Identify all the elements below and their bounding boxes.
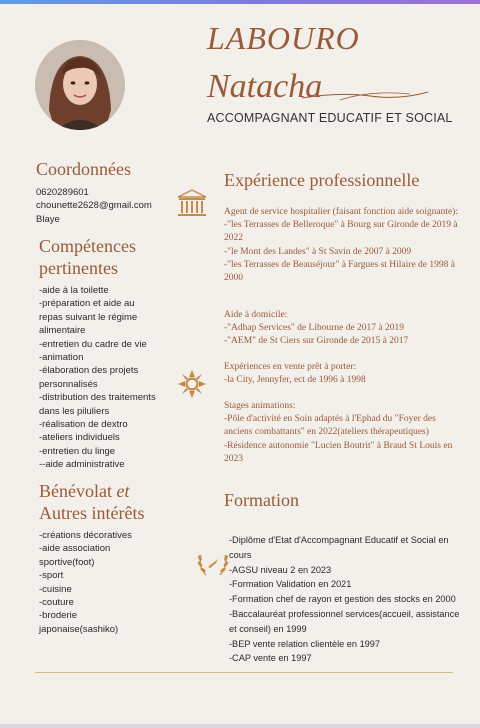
list-item: -Diplôme d'Etat d'Accompagnant Educatif et Social en cours: [229, 535, 449, 560]
experience-block-retail: Expériences en vente prêt à porter: -la City, Jennyfer, ect de 1996 à 1998: [224, 362, 366, 386]
experience-block-internships: Stages animations: -Pôle d'activité en Soin adaptés à l'Ephad du "Foyer des anciens combattants" en 2022(ateliers thérapeutiques) -Résidence autonomie "Lucien Boutrit" à Braud St Louis en 2023: [224, 401, 453, 464]
first-name: Natacha: [207, 68, 323, 105]
profile-photo: [35, 40, 125, 130]
list-item: -ateliers individuels: [39, 432, 120, 444]
formation-heading: Formation: [224, 490, 299, 510]
list-item: -sport: [39, 570, 64, 582]
bottom-bar: [0, 724, 480, 728]
list-item: -aide association sportive(foot): [39, 543, 111, 568]
list-item: -entretien du cadre de vie: [39, 338, 147, 350]
list-item: -Baccalauréat professionnel services(accueil, assistance et conseil) en 1999: [229, 608, 460, 634]
list-item: -CAP vente en 1997: [229, 653, 312, 664]
list-item: -entretien du linge: [39, 445, 116, 457]
contact-heading: Coordonnées: [36, 159, 131, 179]
volunteer-heading: Bénévolat et Autres intérêts: [39, 481, 145, 523]
list-item: -aide à la toilette: [39, 285, 109, 296]
laurel-wreath-icon: [196, 547, 230, 579]
list-item: -préparation et aide au repas suivant le régime alimentaire: [39, 298, 138, 337]
list-item: -cuisine: [39, 583, 72, 595]
formation-list: [229, 533, 469, 666]
city: Blaye: [36, 213, 60, 225]
skills-heading: Compétences pertinentes: [39, 236, 136, 278]
experience-block-hospital: Agent de service hospitalier (faisant fonction aide soignante): -"les Terrasses de Belleroque" à Bourg sur Gironde de 2019 à 2022 -"le Mont des Landes" à St Savin de 2007 à 2009 -"les Terrasses de Beauséjour" à Fargues st Hilaire de 1998 à 2000: [224, 207, 458, 284]
sun-cog-icon: [177, 369, 207, 399]
list-item: -animation: [39, 352, 84, 364]
volunteer-list: [39, 529, 157, 636]
list-item: --aide administrative: [39, 459, 125, 471]
skills-list: [39, 284, 159, 472]
list-item: -distribution des traitements dans les piluliers: [39, 392, 156, 417]
list-item: -broderie japonaise(sashiko): [39, 610, 119, 635]
name-swash-decoration: [300, 86, 430, 104]
bottom-divider: [35, 672, 453, 673]
list-item: -Formation Validation en 2021: [229, 579, 352, 590]
top-accent-bar: [0, 0, 480, 4]
phone-number: 0620289601: [36, 187, 89, 198]
columns-building-icon: [176, 188, 208, 218]
last-name: LABOURO: [207, 20, 360, 56]
job-title: ACCOMPAGNANT EDUCATIF ET SOCIAL: [207, 111, 453, 125]
contact-details: [36, 186, 161, 226]
list-item: -réalisation de dextro: [39, 419, 128, 431]
list-item: -couture: [39, 597, 74, 609]
list-item: -AGSU niveau 2 en 2023: [229, 564, 332, 575]
experience-block-home-help: Aide à domicile: -"Adhap Services" de Libourne de 2017 à 2019 -"AEM" de St Ciers sur Gironde de 2015 à 2017: [224, 310, 409, 347]
list-item: -Formation chef de rayon et gestion des stocks en 2000: [229, 594, 456, 605]
email-address: chounette2628@gmail.com: [36, 200, 152, 212]
list-item: -BEP vente relation clientèle en 1997: [229, 638, 381, 649]
experience-heading: Expérience professionnelle: [224, 170, 420, 190]
list-item: -créations décoratives: [39, 530, 132, 541]
list-item: -élaboration des projets personnalisés: [39, 365, 139, 390]
